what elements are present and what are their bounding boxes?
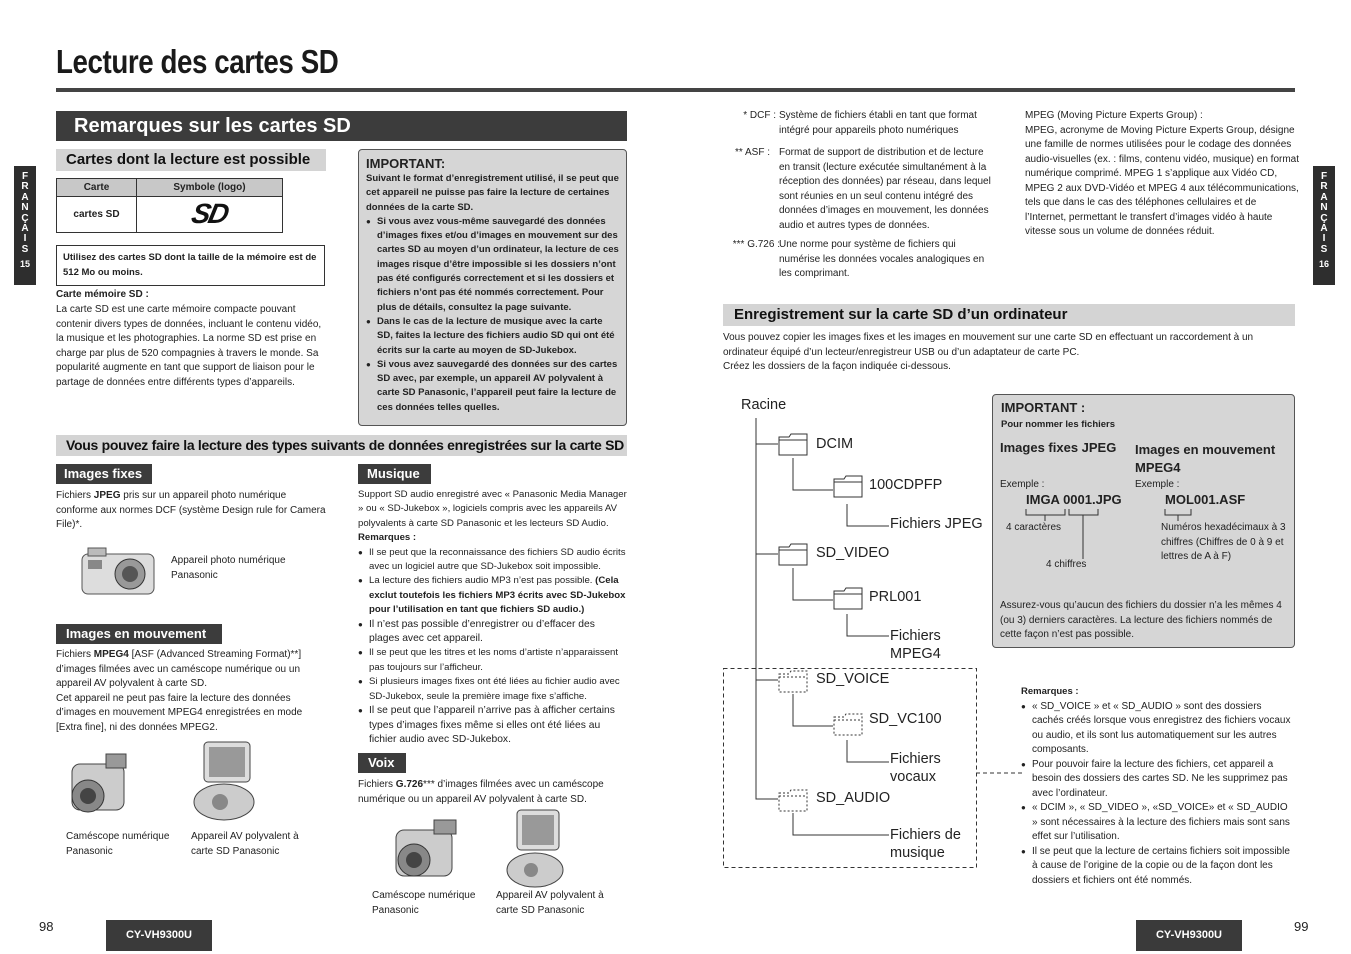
enregistrement-heading: Enregistrement sur la carte SD d’un ordinateur bbox=[723, 304, 1295, 326]
page-number-right: 99 bbox=[1294, 919, 1309, 934]
tree-folder-sd-audio: SD_AUDIO bbox=[816, 790, 891, 806]
table-cell-card: cartes SD bbox=[57, 197, 137, 232]
tree-files-line: vocaux bbox=[890, 769, 936, 785]
remarks-title: Remarques : bbox=[358, 532, 417, 544]
footnote-mark: * DCF : bbox=[743, 110, 776, 121]
av-device-illustration bbox=[190, 740, 260, 824]
side-tab-number: 16 bbox=[1318, 259, 1329, 270]
list-item: ● Si vous avez sauvegardé des données sur des cartes SD avec, par exemple, un appareil AV polyvalent à carte SD Panasonic, l’appareil peut faire la lecture de ces données telles quelles. bbox=[366, 358, 619, 415]
mpeg-note bbox=[1025, 109, 1300, 240]
memory-text: La carte SD est une carte mémoire compacte pouvant contenir divers types de données, incluant le contenu vidéo, la musique et les photographies. La norme SD est prise en charge par plus de 520 compagnies à travers le monde. Sa popularité augmente en tant que support de liaison pour le partage de données entre différents types d’appareils. bbox=[56, 304, 322, 388]
tree-folder-dcim: DCIM bbox=[816, 436, 854, 452]
tree-folder-sd-vc100: SD_VC100 bbox=[869, 711, 942, 727]
remarks-section bbox=[1021, 685, 1295, 888]
list-item: ● « SD_VOICE » et « SD_AUDIO » sont des dossiers cachés créés lorsque vous enregistrez des fichiers vocaux ou audio, et ils sont lus automatiquement sur les autres composants. bbox=[1021, 700, 1295, 758]
tree-files-line: Fichiers de bbox=[890, 827, 961, 843]
side-tab-letters: F R A N Ç A I S bbox=[21, 171, 29, 255]
format-name: JPEG bbox=[93, 490, 121, 501]
text-part: pris sur un appareil photo numérique conforme aux normes DCF (système Design rule for Camera File)*. bbox=[56, 490, 326, 530]
tree-files-jpeg: Fichiers JPEG bbox=[890, 516, 983, 532]
cards-table bbox=[56, 178, 283, 233]
footnote-mark: ** ASF : bbox=[734, 147, 770, 158]
important-subtitle: Pour nommer les fichiers bbox=[1001, 419, 1116, 430]
enregistrement-text1: Vous pouvez copier les images fixes et les images en mouvement sur une carte SD en effectuant un raccordement à un ordinateur équipé d’un lecteur/enregistreur USB ou d’un adaptateur de carte PC. bbox=[723, 332, 1254, 358]
list-item: ● « DCIM », « SD_VIDEO », «SD_VOICE» et « SD_AUDIO » sont nécessaires à la lecture des fichiers mais sont sans effet sur l’utilisation. bbox=[1021, 801, 1295, 845]
camera-illustration bbox=[80, 546, 156, 596]
model-badge: CY-VH9300U bbox=[1136, 920, 1242, 951]
remarks-title: Remarques : bbox=[1021, 686, 1079, 697]
naming-warning: Assurez-vous qu’aucun des fichiers du dossier n’a les mêmes 4 (ou 3) derniers caractères. La lecture des fichiers nommés de cette façon n’est pas possible. bbox=[1000, 600, 1282, 640]
table-header: Symbole (logo) bbox=[173, 182, 246, 193]
footnote-text: Système de fichiers établi en tant que format intégré pour appareils photo numériques bbox=[779, 110, 977, 136]
important-intro: Suivant le format d’enregistrement utilisé, il se peut que cet appareil ne puisse pas faire la lecture de certaines données de la carte SD. bbox=[366, 173, 619, 213]
voix-text bbox=[358, 778, 628, 807]
camcorder-caption: Caméscope numérique Panasonic bbox=[372, 890, 476, 916]
tree-files-line: musique bbox=[890, 845, 945, 861]
mp3-exception: (Cela exclut toutefois les fichiers MP3 écrits avec SD-Jukebox pour l’utilisation en tant que fichiers SD audio.) bbox=[369, 575, 626, 616]
title-rule bbox=[56, 88, 1295, 92]
example-mpeg4: MOL001.ASF bbox=[1165, 492, 1246, 507]
important-naming-box bbox=[992, 394, 1295, 648]
tree-files-mpeg4 bbox=[890, 627, 941, 663]
tree-folder-100cdpfp: 100CDPFP bbox=[869, 477, 943, 493]
side-tab-letters: F R A N Ç A I S bbox=[1320, 171, 1328, 255]
images-mouvement-label: Images en mouvement bbox=[56, 624, 222, 644]
mpeg4-column-title bbox=[1135, 441, 1275, 477]
jpeg-column-title: Images fixes JPEG bbox=[1000, 440, 1117, 455]
side-tab-number: 15 bbox=[19, 259, 30, 270]
note-hex: Numéros hexadécimaux à 3 chiffres (Chiffres de 0 à 9 et lettres de A à F) bbox=[1161, 522, 1286, 562]
page-title: Lecture des cartes SD bbox=[56, 43, 339, 80]
list-item: ● Si vous avez vous-même sauvegardé des données d’images fixes et/ou d’images en mouvement sur des cartes SD au moyen d’un ordinateur, la lecture de ces images risque d’être impossible si les dossiers n’ont pas été configurés correctement et si les dossiers et fichiers n’ont pas été nommés correctement. Pour plus de détails, consultez la page suivante. bbox=[366, 215, 619, 315]
av-device-caption: Appareil AV polyvalent à carte SD Panasonic bbox=[496, 890, 604, 916]
folder-icon bbox=[778, 788, 808, 812]
side-tab-right bbox=[1313, 166, 1335, 285]
page-number-left: 98 bbox=[39, 919, 54, 934]
footnote-text: Une norme pour système de fichiers qui numérise les données vocales analogiques en les comprimant. bbox=[779, 239, 985, 279]
mpeg2-note: Cet appareil ne peut pas faire la lecture des données d’images en mouvement MPEG4 enregistrées en mode [Extra fine], ni des données MPEG2. bbox=[56, 692, 303, 733]
tree-files-vocaux bbox=[890, 750, 941, 786]
folder-icon bbox=[778, 669, 808, 693]
types-heading: Vous pouvez faire la lecture des types suivants de données enregistrées sur la carte SD bbox=[56, 435, 627, 456]
format-name: MPEG4 bbox=[93, 649, 129, 660]
tree-files-musique bbox=[890, 826, 961, 862]
images-fixes-text bbox=[56, 489, 326, 533]
important-box bbox=[358, 149, 627, 426]
section-header bbox=[56, 111, 627, 141]
text-part: Fichiers bbox=[358, 779, 396, 790]
note-4-chiffres: 4 chiffres bbox=[1046, 559, 1087, 570]
section-title: Remarques sur les cartes SD bbox=[74, 115, 351, 137]
text-part: *** d’images filmées avec un caméscope numérique ou un appareil AV polyvalent à carte SD. bbox=[358, 779, 604, 805]
memory-title: Carte mémoire SD : bbox=[56, 289, 149, 300]
musique-section bbox=[358, 488, 628, 747]
tree-files-line: MPEG4 bbox=[890, 646, 941, 662]
list-item: ● Il se peut que l’appareil n’arrive pas à afficher certains types d’images fixes même si elles ont été liées au fichier audio avec SD-Jukebox. bbox=[358, 704, 628, 747]
table-header: Carte bbox=[57, 179, 137, 196]
enregistrement-text bbox=[723, 331, 1295, 375]
important-title: IMPORTANT: bbox=[366, 156, 446, 171]
list-item: ● Il se peut que la reconnaissance des fichiers SD audio écrits avec un logiciel autre que SD-Jukebox soit impossible. bbox=[358, 546, 628, 575]
av-device-caption: Appareil AV polyvalent à carte SD Panasonic bbox=[191, 831, 299, 857]
av-device-illustration bbox=[505, 808, 567, 890]
text-part: [ASF (Advanced Streaming Format)**] d’images filmées avec un caméscope numérique ou un appareil AV polyvalent à carte SD. bbox=[56, 649, 302, 689]
important-title: IMPORTANT : bbox=[1001, 400, 1086, 415]
column-title-line: Images en mouvement bbox=[1135, 442, 1276, 457]
list-item: ● Dans le cas de la lecture de musique avec la carte SD, faites la lecture des fichiers audio SD qui ont été écrits sur la carte au moyen de SD-Jukebox. bbox=[366, 315, 619, 358]
images-mouvement-text bbox=[56, 648, 326, 735]
voix-label: Voix bbox=[358, 753, 406, 773]
tree-folder-prl001: PRL001 bbox=[869, 589, 922, 605]
folder-icon bbox=[833, 712, 863, 736]
camcorder-illustration bbox=[62, 750, 134, 822]
musique-text: Support SD audio enregistré avec « Panasonic Media Manager » ou « SD-Jukebox », logiciels compris avec les appareils AV polyvalents à carte SD Panasonic et les lecteurs SD Audio. bbox=[358, 489, 627, 529]
list-item: ● Il n’est pas possible d’enregistrer ou d’effacer des plages avec cet appareil. bbox=[358, 618, 628, 647]
list-item: ● Il se peut que la lecture de certains fichiers soit impossible à cause de l’origine de la copie ou de la façon dont les dossiers et fichiers ont été nommés. bbox=[1021, 845, 1295, 889]
dashed-connector bbox=[976, 770, 1022, 776]
text-part: Fichiers bbox=[56, 649, 94, 660]
list-item: ● Il se peut que les titres et les noms d’artiste n’apparaissent pas toujours sur l’afficheur. bbox=[358, 646, 628, 675]
memory-size-note: Utilisez des cartes SD dont la taille de la mémoire est de 512 Mo ou moins. bbox=[56, 245, 325, 286]
camcorder-caption: Caméscope numérique Panasonic bbox=[66, 831, 170, 857]
list-item: ● Pour pouvoir faire la lecture des fichiers, cet appareil a besoin des dossiers des cartes SD. Ne les supprimez pas avec l’ordinateur. bbox=[1021, 758, 1295, 802]
text-part: Fichiers bbox=[56, 490, 94, 501]
list-item-text: La lecture des fichiers audio MP3 n’est pas possible. bbox=[369, 575, 593, 587]
format-name: G.726 bbox=[395, 779, 424, 790]
example-label: Exemple : bbox=[1135, 479, 1180, 490]
footnote-mark: *** G.726 : bbox=[732, 239, 780, 250]
camcorder-illustration bbox=[386, 818, 462, 886]
musique-label: Musique bbox=[358, 464, 431, 484]
camera-caption: Appareil photo numérique Panasonic bbox=[171, 555, 286, 581]
folder-icon bbox=[833, 474, 863, 498]
folder-icon bbox=[778, 432, 808, 456]
sd-logo-text: SD bbox=[188, 198, 231, 230]
tree-folder-sd-video: SD_VIDEO bbox=[816, 545, 890, 561]
images-fixes-label: Images fixes bbox=[56, 464, 152, 484]
list-item bbox=[358, 574, 628, 617]
column-title-line: MPEG4 bbox=[1135, 460, 1181, 475]
tree-root-label: Racine bbox=[741, 397, 787, 413]
sd-logo bbox=[137, 197, 282, 232]
model-badge: CY-VH9300U bbox=[106, 920, 212, 951]
footnote-text: Format de support de distribution et de lecture en transit (lecture exécutée simultanément à la réception des données) par réseau, dans lequel sont réunies en un seul contenu intégré des données d’images en mouvement, les données audio et autres types de données. bbox=[779, 147, 991, 231]
list-item: ● Si plusieurs images fixes ont été liées au fichier audio avec SD-Jukebox, seule la première image fixe s’affiche. bbox=[358, 675, 628, 704]
folder-tree bbox=[723, 388, 993, 878]
mpeg-note-text: MPEG, acronyme de Moving Picture Experts Group, désigne une famille de normes utilisées pour le codage des données audio-visuelles (ex. : films, contenu vidéo, musique) en format numérique comprimé. MPEG 1 s’applique aux Vidéo CD, MPEG 2 aux DVD-Vidéo et MPEG 4 aux télécommunications, tels que dans le cas des téléphones cellulaires et de l’Internet, permettant le transfert d’images vidéo à haute vitesse sous un volume de données réduit. bbox=[1025, 124, 1300, 237]
cards-heading: Cartes dont la lecture est possible bbox=[56, 149, 326, 171]
tree-files-line: Fichiers bbox=[890, 751, 941, 767]
mpeg-note-title: MPEG (Moving Picture Experts Group) : bbox=[1025, 110, 1203, 121]
example-jpeg: IMGA 0001.JPG bbox=[1026, 492, 1122, 507]
enregistrement-text2: Créez les dossiers de la façon indiquée ci-dessous. bbox=[723, 361, 951, 372]
note-4-caracteres: 4 caractères bbox=[1006, 522, 1062, 533]
folder-icon bbox=[833, 586, 863, 610]
tree-files-line: Fichiers bbox=[890, 628, 941, 644]
example-label: Exemple : bbox=[1000, 479, 1045, 490]
side-tab-left bbox=[14, 166, 36, 285]
tree-folder-sd-voice: SD_VOICE bbox=[816, 671, 890, 687]
folder-icon bbox=[778, 542, 808, 566]
